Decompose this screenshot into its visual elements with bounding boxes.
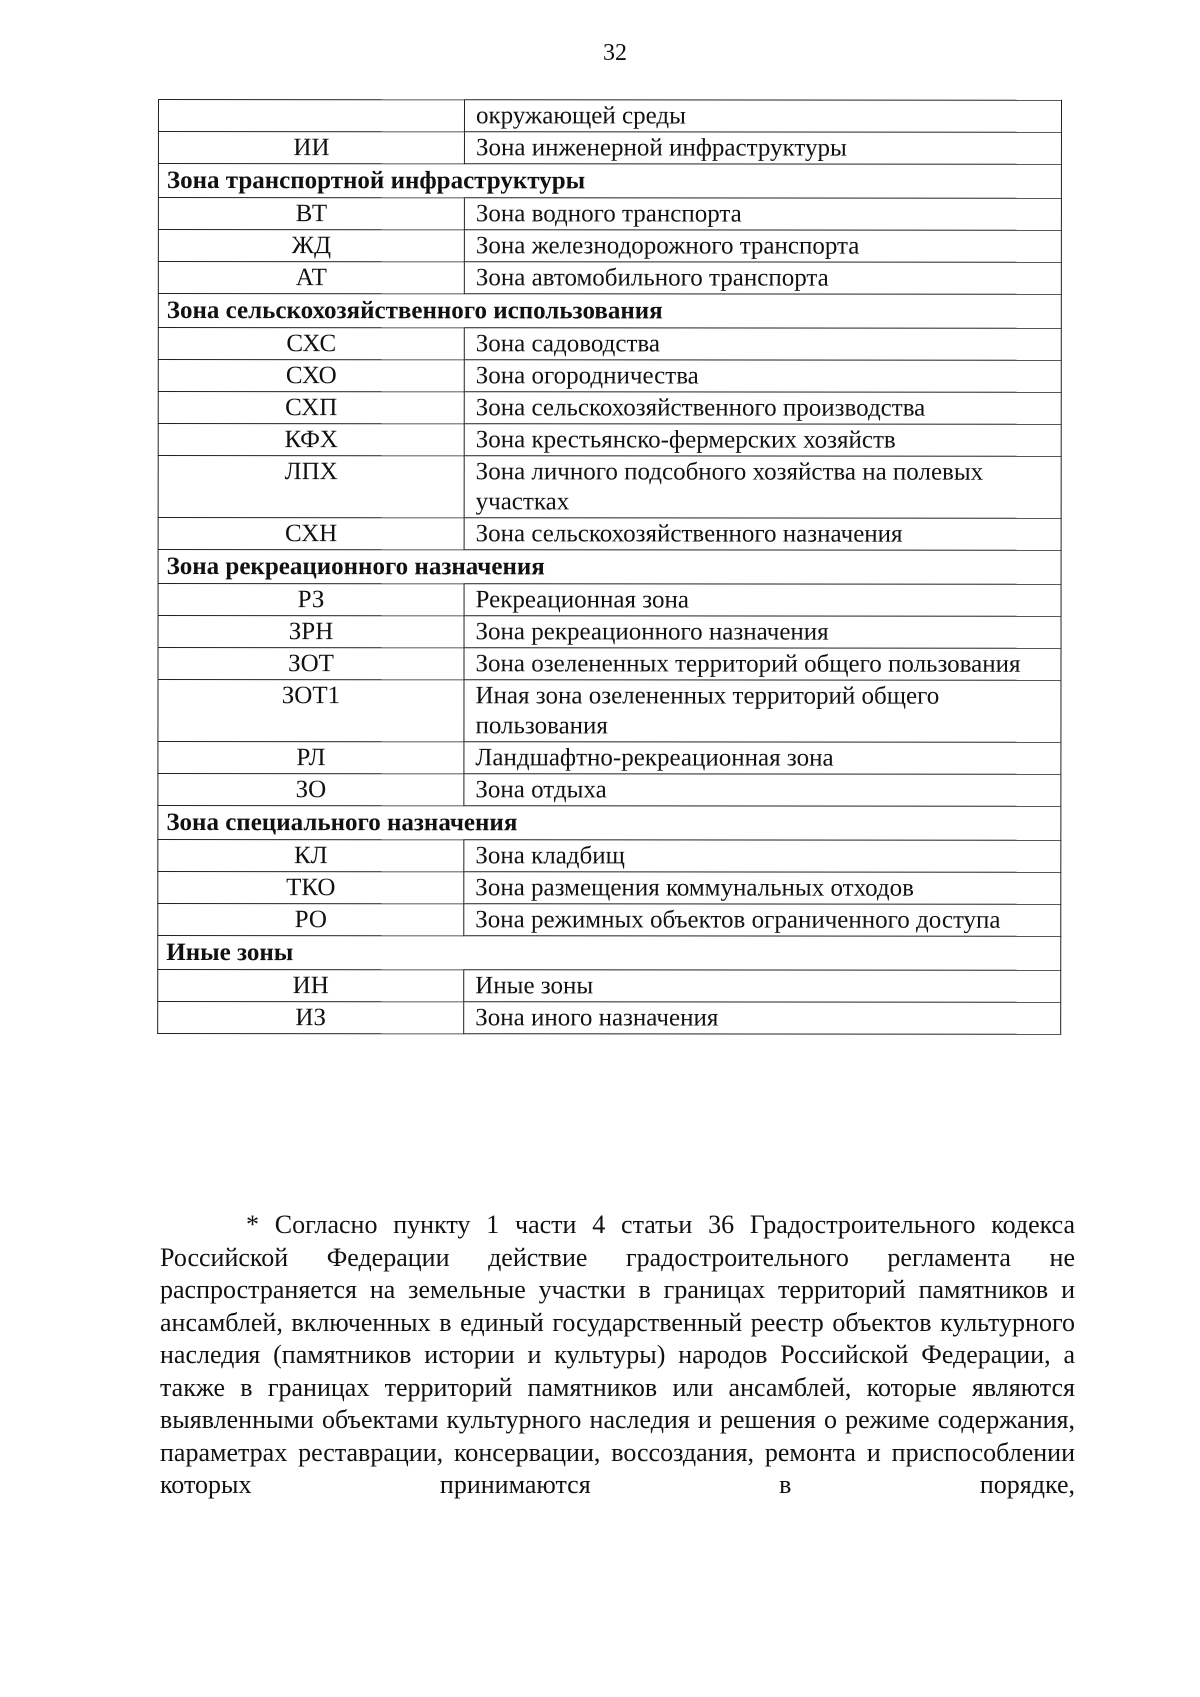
zones-table-body: [158, 100, 1062, 1035]
zone-description: Зона отдыха: [464, 774, 1061, 807]
zone-code: ЗО: [158, 774, 464, 806]
zone-description: Иная зона озелененных территорий общего пользования: [464, 680, 1061, 743]
zone-code: РЛ: [158, 742, 464, 774]
zone-code: ИЗ: [158, 1002, 464, 1034]
section-header-row: [158, 806, 1061, 841]
section-header-row: [158, 164, 1061, 199]
zone-description: окружающей среды: [464, 100, 1061, 133]
section-title: Иные зоны: [158, 936, 1061, 971]
zone-description: Зона сельскохозяйственного производства: [464, 392, 1061, 425]
zone-description: Зона автомобильного транспорта: [464, 262, 1061, 295]
zone-description: Иные зоны: [464, 970, 1061, 1003]
table-row: [158, 392, 1061, 425]
table-row: [158, 904, 1061, 937]
zone-code: ЗОТ: [158, 648, 464, 680]
table-row: [158, 100, 1061, 133]
zone-description: Зона режимных объектов ограниченного доступа: [464, 904, 1061, 937]
table-row: [158, 328, 1061, 361]
zone-description: Зона рекреационного назначения: [464, 616, 1061, 649]
table-row: [158, 742, 1061, 775]
section-title: Зона специального назначения: [158, 806, 1061, 841]
zone-description: Зона железнодорожного транспорта: [464, 230, 1061, 263]
table-row: [158, 424, 1061, 457]
section-header-row: [158, 936, 1061, 971]
section-title: Зона сельскохозяйственного использования: [158, 294, 1061, 329]
zones-table: [157, 99, 1062, 1035]
zone-code: СХН: [158, 518, 464, 550]
zone-code: ИИ: [158, 132, 464, 164]
zone-code: СХП: [158, 392, 464, 424]
zone-code: [158, 100, 464, 132]
table-row: [158, 872, 1061, 905]
table-row: [158, 680, 1061, 743]
section-header-row: [158, 294, 1061, 329]
zone-description: Зона инженерной инфраструктуры: [464, 132, 1061, 165]
zone-code: РЗ: [158, 584, 464, 616]
zone-description: Зона личного подсобного хозяйства на полевых участках: [464, 456, 1061, 519]
table-row: [158, 648, 1061, 681]
table-row: [158, 360, 1061, 393]
table-row: [158, 230, 1061, 263]
zone-description: Зона кладбищ: [464, 840, 1061, 873]
zone-description: Рекреационная зона: [464, 584, 1061, 617]
zone-description: Зона озелененных территорий общего пользования: [464, 648, 1061, 681]
zone-description: Зона водного транспорта: [464, 198, 1061, 231]
zone-code: АТ: [158, 262, 464, 294]
table-row: [158, 262, 1061, 295]
zone-code: ЛПХ: [158, 456, 464, 518]
table-row: [158, 616, 1061, 649]
zone-code: КФХ: [158, 424, 464, 456]
section-title: Зона рекреационного назначения: [158, 550, 1061, 585]
zone-code: ЗОТ1: [158, 680, 464, 742]
table-row: [158, 774, 1061, 807]
zone-code: ИН: [158, 970, 464, 1002]
page-number: 32: [603, 40, 627, 66]
table-row: [158, 456, 1061, 519]
footnote-paragraph: * Согласно пункту 1 части 4 статьи 36 Градостроительного кодекса Российской Федерации действие градостроительного регламента не распространяется на земельные участки в границах территорий памятников и ансамблей, включенных в единый государственный реестр объектов культурного наследия (памятников истории и культуры) народов Российской Федерации, а также в границах территорий памятников или ансамблей, которые являются выявленными объектами культурного наследия и решения о режиме содержания, параметрах реставрации, консервации, воссоздания, ремонта и приспособлении которых принимаются в порядке,: [160, 1210, 1075, 1499]
table-row: [158, 584, 1061, 617]
zone-code: ЗРН: [158, 616, 464, 648]
section-header-row: [158, 550, 1061, 585]
table-row: [158, 132, 1061, 165]
zone-description: Зона размещения коммунальных отходов: [464, 872, 1061, 905]
zone-description: Зона иного назначения: [464, 1002, 1061, 1035]
table-row: [158, 198, 1061, 231]
zone-code: ВТ: [158, 198, 464, 230]
zone-description: Ландшафтно-рекреационная зона: [464, 742, 1061, 775]
zone-description: Зона крестьянско-фермерских хозяйств: [464, 424, 1061, 457]
zone-code: СХС: [158, 328, 464, 360]
zone-description: Зона огородничества: [464, 360, 1061, 393]
zone-description: Зона садоводства: [464, 328, 1061, 361]
zone-code: КЛ: [158, 840, 464, 872]
section-title: Зона транспортной инфраструктуры: [158, 164, 1061, 199]
zone-code: СХО: [158, 360, 464, 392]
table-row: [158, 840, 1061, 873]
table-row: [158, 1002, 1061, 1035]
table-row: [158, 970, 1061, 1003]
zone-description: Зона сельскохозяйственного назначения: [464, 518, 1061, 551]
zone-code: РО: [158, 904, 464, 936]
zone-code: ТКО: [158, 872, 464, 904]
table-row: [158, 518, 1061, 551]
zone-code: ЖД: [158, 230, 464, 262]
